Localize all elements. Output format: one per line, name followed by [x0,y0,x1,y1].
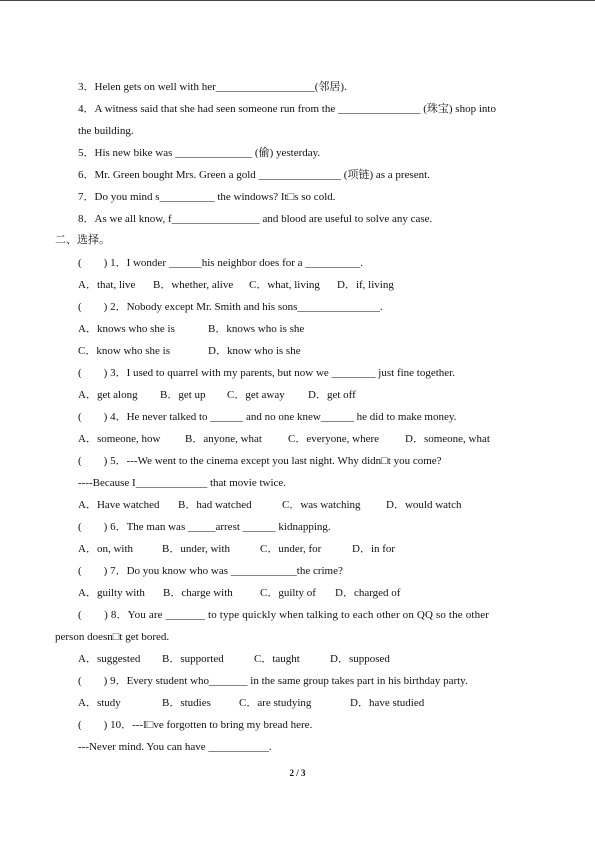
section-title: 二、选择。 [55,234,110,246]
option: B．studies [162,697,211,709]
mc-options-8 [78,652,390,666]
mc-question-1: ( ) 1．I wonder ______his neighbor does for a __________. [78,257,364,269]
question-3: 3．Helen gets on well with her__________________(邻居). [78,81,347,93]
mc-question-5: ( ) 5．---We went to the cinema except you last night. Why didn□t you come? [78,455,442,467]
option: D．if, living [337,279,394,291]
option: C．what, living [249,279,320,291]
option: D．have studied [350,697,425,709]
option: A．knows who she is [78,323,175,335]
mc-question-8: ( ) 8．You are _______ to type quickly when talking to each other on QQ so the other [78,609,490,621]
mc-options-2a [78,322,304,336]
option: A．someone, how [78,433,161,445]
mc-options-4 [78,432,490,446]
mc-question-2: ( ) 2．Nobody except Mr. Smith and his sons_______________. [78,301,383,313]
option: C．taught [254,653,300,665]
option: C．are studying [239,697,312,709]
option: C．get away [227,389,285,401]
question-5: 5．His new bike was ______________ (偷) yesterday. [78,147,321,159]
option: B．had watched [178,499,252,511]
mc-options-1 [78,278,394,292]
option: B．supported [162,653,224,665]
question-7: 7．Do you mind s__________ the windows? It□s so cold. [78,191,336,203]
mc-question-10: ( ) 10．---I□ve forgotten to bring my bread here. [78,719,313,731]
option: D．supposed [330,653,390,665]
option: B．get up [160,389,206,401]
mc-question-10-reply: ---Never mind. You can have ___________. [78,741,272,753]
mc-question-4: ( ) 4．He never talked to ______ and no one knew______ he did to make money. [78,411,457,423]
option: A．Have watched [78,499,160,511]
option: A．get along [78,389,138,401]
option: B．charge with [163,587,233,599]
mc-question-8-continued: person doesn□t get bored. [55,631,170,643]
option: B．under, with [162,543,230,555]
mc-question-3: ( ) 3．I used to quarrel with my parents, but now we ________ just fine together. [78,367,455,379]
option: D．charged of [335,587,401,599]
mc-options-9 [78,696,424,710]
option: A．that, live [78,279,136,291]
option: D．would watch [386,499,462,511]
option: A．study [78,697,121,709]
top-rule [0,0,595,1]
option: C．was watching [282,499,361,511]
mc-options-6 [78,542,395,556]
question-4: 4．A witness said that she had seen someone run from the _______________ (珠宝) shop into [78,103,496,115]
option: C．know who she is [78,345,170,357]
question-6: 6．Mr. Green bought Mrs. Green a gold _______________ (项链) as a present. [78,169,430,181]
option: A．on, with [78,543,133,555]
option: C．guilty of [260,587,316,599]
option: A．guilty with [78,587,145,599]
option: B．knows who is she [208,323,305,335]
option: C．under, for [260,543,322,555]
question-8: 8．As we all know, f________________ and blood are useful to solve any case. [78,213,433,225]
mc-options-7 [78,586,400,600]
option: D．know who is she [208,345,301,357]
question-4-continued: the building. [78,125,134,137]
option: A．suggested [78,653,141,665]
mc-question-5-reply: ----Because I_____________ that movie twice. [78,477,287,489]
mc-question-7: ( ) 7．Do you know who was ____________the crime? [78,565,343,577]
option: B．anyone, what [185,433,262,445]
mc-options-3 [78,388,356,402]
option: C．everyone, where [288,433,380,445]
option: D．someone, what [405,433,490,445]
mc-question-9: ( ) 9．Every student who_______ in the same group takes part in his birthday party. [78,675,468,687]
mc-question-6: ( ) 6．The man was _____arrest ______ kidnapping. [78,521,331,533]
option: B．whether, alive [153,279,234,291]
option: D．in for [352,543,396,555]
page-number: 2 / 3 [289,768,306,778]
mc-options-5 [78,498,461,512]
mc-options-2b [78,344,301,358]
option: D．get off [308,389,356,401]
